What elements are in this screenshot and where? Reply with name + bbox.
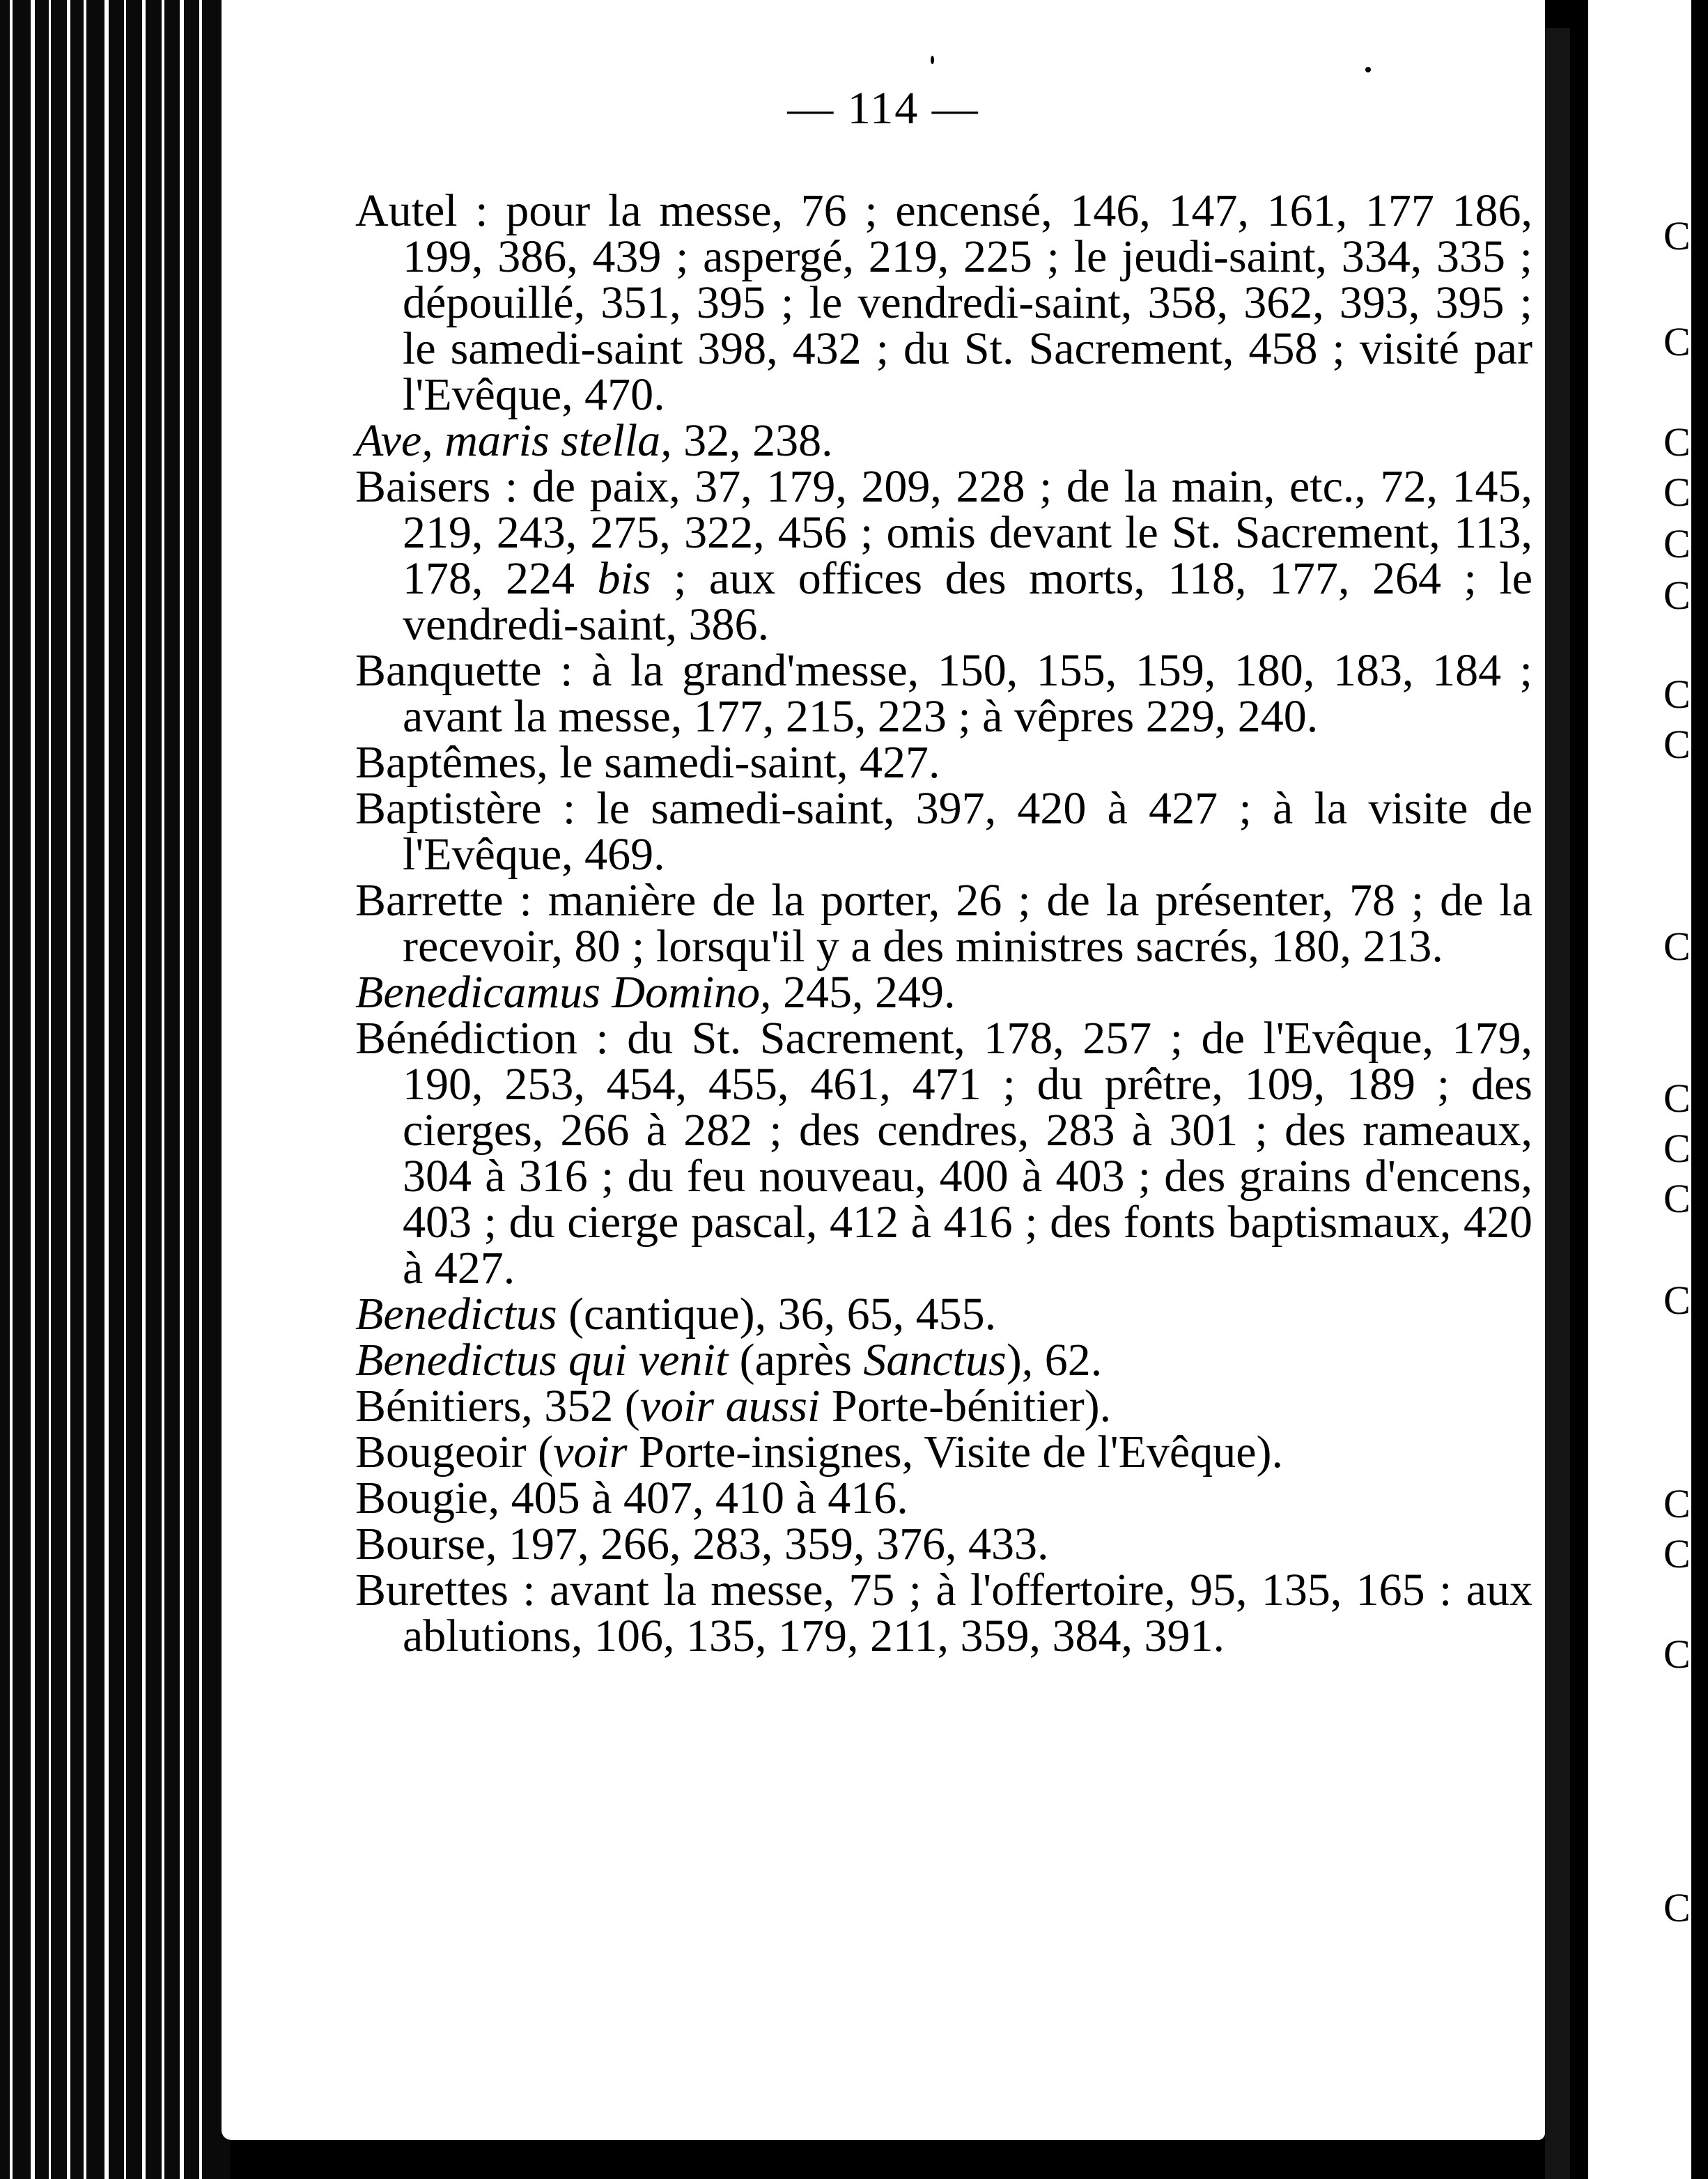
index-references: (après	[728, 1335, 864, 1386]
index-references: : de paix, 37, 179, 209, 228 ; de la main, etc., 72, 145, 219, 243, 275, 322, 456 ; omis devant le St. Sacrement, 113, 178, 224	[403, 461, 1532, 604]
index-term: Benedicamus Domino,	[355, 967, 772, 1018]
index-term: Baptistère	[355, 783, 542, 834]
next-page-letter: Ca	[1663, 319, 1708, 364]
next-page-letter: C	[1663, 1631, 1691, 1677]
next-page-letter: C	[1663, 419, 1691, 465]
index-entry	[355, 1427, 1532, 1478]
index-entry	[355, 1567, 1532, 1659]
index-references: : à la grand'messe, 150, 155, 159, 180, 183, 184 ; avant la messe, 177, 215, 223 ; à vêpres 229, 240.	[403, 645, 1532, 742]
next-page-letter: C	[1663, 573, 1691, 618]
next-page-letter: C	[1663, 1885, 1691, 1930]
index-references: : manière de la porter, 26 ; de la présenter, 78 ; de la recevoir, 80 ; lorsqu'il y a des ministres sacrés, 180, 213.	[403, 875, 1532, 972]
index-references: (cantique), 36, 65, 455.	[557, 1289, 997, 1340]
index-references-end: ; aux offices des morts, 118, 177, 264 ; le vendredi-saint, 386.	[403, 553, 1533, 650]
index-references-end: Porte-bénitier).	[820, 1381, 1112, 1432]
index-entry	[355, 461, 1533, 650]
index-entry	[355, 1335, 1532, 1386]
index-references: : pour la messe, 76 ; encensé, 146, 147, 161, 177 186, 199, 386, 439 ; aspergé, 219, 225 ; le jeudi-saint, 334, 335 ; dépouillé, 351, 395 ; le vendredi-saint, 358, 362, 393, 395 ; le samedi-saint 398, 432 ; du St. Sacrement, 458 ; visité par l'Evêque, 470.	[403, 185, 1532, 420]
next-page-letter: C	[1663, 1278, 1691, 1323]
index-entry	[355, 1289, 1532, 1340]
next-page-letter: Ca	[1663, 213, 1708, 258]
next-page-letter: C	[1663, 470, 1691, 515]
speck	[931, 56, 934, 64]
index-entry	[355, 1013, 1532, 1294]
index-entry	[355, 967, 1532, 1018]
index-term: Bougie	[355, 1473, 488, 1523]
index-references-end: Porte-insignes, Visite de l'Evêque).	[627, 1427, 1283, 1478]
index-references: , le samedi-saint, 427.	[536, 737, 940, 788]
index-italic-note: voir	[553, 1427, 628, 1478]
index-term: Benedictus	[355, 1289, 557, 1340]
speck	[1365, 67, 1371, 72]
index-entry	[355, 645, 1532, 742]
index-references: , 352 (	[521, 1381, 640, 1432]
next-page-letter: C	[1663, 1126, 1691, 1171]
index-references: (	[526, 1427, 554, 1478]
index-references: 32, 238.	[671, 415, 833, 466]
page-number: — 114 —	[787, 83, 979, 134]
index-italic-note: Sanctus	[863, 1335, 1007, 1386]
index-term: Baisers	[355, 461, 491, 512]
index-references-end: ), 62.	[1006, 1335, 1103, 1386]
index-italic-note: bis	[597, 553, 651, 604]
index-term: Autel	[355, 185, 458, 236]
index-references: , 197, 266, 283, 359, 376, 433.	[485, 1519, 1049, 1569]
index-italic-note: voir aussi	[639, 1381, 821, 1432]
index-entry	[355, 783, 1532, 880]
next-page-letter: C	[1663, 1176, 1691, 1221]
index-term: Barrette	[355, 875, 504, 926]
index-term: Bourse	[355, 1519, 486, 1569]
index-entry	[355, 875, 1532, 972]
next-page-letter: C	[1663, 672, 1691, 717]
index-entry	[355, 1381, 1532, 1432]
index-term: Benedictus qui venit	[355, 1335, 729, 1386]
index-term: Bougeoir	[355, 1427, 527, 1478]
index-entry	[355, 1475, 1532, 1521]
index-references: , 405 à 407, 410 à 416.	[488, 1473, 908, 1523]
next-page-letter: C	[1663, 1076, 1691, 1121]
index-entry	[355, 415, 1532, 466]
next-page-letter: C	[1663, 1481, 1691, 1526]
index-entries	[355, 185, 1533, 1661]
index-entry	[355, 737, 1532, 788]
next-page-letter: C	[1663, 1531, 1691, 1576]
index-references: 245, 249.	[771, 967, 956, 1018]
index-term: Burettes	[355, 1565, 508, 1615]
book-spine-edges	[0, 0, 230, 2179]
index-term: Banquette	[355, 645, 542, 696]
index-term: Bénédiction	[355, 1013, 577, 1064]
next-page-letter: C	[1663, 521, 1691, 566]
next-page-letter: C	[1663, 722, 1691, 767]
index-references: : du St. Sacrement, 178, 257 ; de l'Evêque, 179, 190, 253, 454, 455, 461, 471 ; du prêtre, 109, 189 ; des cierges, 266 à 282 ; des cendres, 283 à 301 ; des rameaux, 304 à 316 ; du feu nouveau, 400 à 403 ; des grains d'encens, 403 ; du cierge pascal, 412 à 416 ; des fonts baptismaux, 420 à 427.	[403, 1013, 1532, 1294]
index-entry	[355, 1521, 1532, 1567]
page-gutter	[1545, 28, 1570, 2179]
index-references: : le samedi-saint, 397, 420 à 427 ; à la visite de l'Evêque, 469.	[403, 783, 1532, 880]
index-entry	[355, 185, 1532, 420]
index-references: : avant la messe, 75 ; à l'offertoire, 95, 135, 165 : aux ablutions, 106, 135, 179, 211, 359, 384, 391.	[403, 1565, 1532, 1661]
index-term: Bénitiers	[355, 1381, 522, 1432]
next-page-letter: C	[1663, 924, 1691, 969]
index-term: Ave, maris stella,	[355, 415, 672, 466]
index-term: Baptêmes	[355, 737, 537, 788]
